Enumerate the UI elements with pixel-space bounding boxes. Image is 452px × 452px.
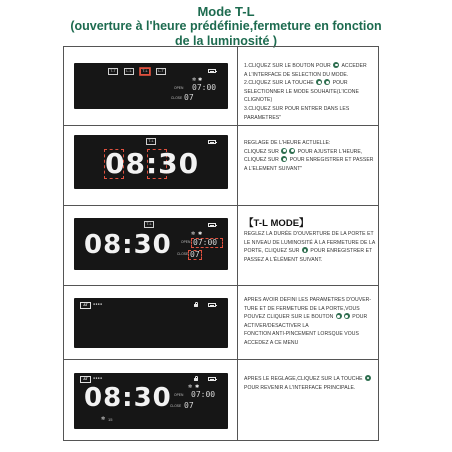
mode-tl-icon: T-L	[144, 221, 154, 228]
close-time: 07	[190, 250, 200, 259]
description-text	[244, 375, 372, 392]
close-label: CLOSE	[177, 252, 189, 256]
moon-icon: ✱	[195, 384, 200, 390]
page-header	[0, 4, 452, 49]
mode-ll-icon: L-L	[124, 68, 134, 75]
desc-line: ACTIVER/DESACTIVER LA	[244, 322, 309, 329]
desc-line: POUR AJUSTER L'HEURE,	[297, 148, 363, 155]
table-row	[64, 359, 378, 441]
light-value: 15	[108, 417, 113, 422]
moon-icon: ✱	[198, 231, 203, 237]
table-row	[64, 125, 378, 206]
desc-line: REGLAGE DE L'HEURE ACTUELLE:	[244, 140, 331, 146]
instruction-table	[63, 46, 379, 441]
up-button-icon	[316, 79, 322, 85]
battery-icon	[208, 140, 216, 144]
display-cell	[64, 126, 238, 206]
round-button-icon	[365, 375, 371, 381]
desc-line: APRES AVOIR DEFINI LES PARAMETRES D'OUVER-	[244, 297, 372, 303]
display-screen-anti-pinch	[74, 298, 228, 348]
display-cell	[64, 286, 238, 360]
down-button-icon	[344, 313, 350, 319]
up-button-icon	[281, 148, 287, 154]
description-cell	[244, 126, 376, 206]
display-screen-tl-mode	[74, 218, 228, 270]
desc-line: FONCTION ANTI-PINCEMENT LORSQUE VOUS	[244, 331, 359, 338]
battery-icon	[208, 223, 216, 227]
open-label: OPEN	[181, 240, 191, 244]
open-label: OPEN	[174, 86, 184, 90]
desc-line: POUR REVENIR A L'INTERFACE PRINCIPALE.	[244, 384, 356, 391]
up-button-icon	[336, 313, 342, 319]
desc-line: POUR ENREGISTRER ET	[310, 248, 373, 255]
table-row	[64, 205, 378, 286]
battery-icon	[208, 377, 216, 381]
close-time: 07	[184, 401, 194, 410]
page-title: Mode T-L	[197, 4, 255, 19]
desc-line: CLIQUEZ SUR	[244, 148, 279, 155]
anti-pinch-icon: AT	[80, 302, 91, 309]
battery-icon	[208, 69, 216, 73]
desc-line: ACCEDER	[341, 63, 367, 69]
moon-icon: ✱	[198, 77, 203, 83]
open-time: 07:00	[192, 83, 217, 92]
lock-icon	[194, 378, 198, 381]
clock-time: 08:30	[105, 147, 200, 180]
round-button-icon	[302, 247, 308, 253]
display-screen-time-set	[74, 135, 228, 189]
desc-line: REGLEZ LA DURÉE D'OUVERTURE DE LA PORTE ET	[244, 231, 374, 237]
close-label: CLOSE	[171, 96, 183, 100]
desc-line: POUR ENREGISTRER ET PASSER	[289, 157, 374, 164]
display-cell	[64, 47, 238, 125]
sun-icon: ✲	[191, 231, 196, 237]
desc-line: PORTE, CLIQUEZ SUR	[244, 248, 300, 255]
anti-pinch-icon: AT	[80, 376, 91, 383]
mode-tt-icon: T-T	[108, 68, 118, 75]
description-cell	[244, 360, 376, 441]
desc-line: A L'ELEMENT SUIVANT"	[244, 165, 303, 172]
open-time: 07:00	[193, 238, 218, 247]
desc-line: PARAMETRES"	[244, 114, 282, 121]
mode-lt-icon: L-T	[156, 68, 166, 75]
description-cell	[244, 286, 376, 360]
round-button-icon	[333, 62, 339, 68]
desc-line: POUR	[352, 314, 368, 321]
signal-dots: ●●●●	[93, 376, 103, 380]
clock-time: 08:30	[84, 383, 172, 413]
description-cell	[244, 47, 376, 125]
desc-line: A L'INTERFACE DE SELECTION DU MODE.	[244, 71, 349, 78]
display-cell	[64, 360, 238, 441]
mode-tl-icon: T-L	[146, 138, 156, 145]
open-time: 07:00	[191, 390, 216, 399]
description-cell	[244, 206, 376, 286]
clock-time: 08:30	[84, 230, 172, 260]
round-button-icon	[281, 156, 287, 162]
battery-icon	[208, 303, 216, 307]
light-level-icon: ✲	[101, 416, 106, 422]
desc-line: TURE ET DE FERMETURE DE LA PORTE,VOUS	[244, 305, 360, 312]
desc-line: PASSEZ A L'ÉLÉMENT SUIVANT.	[244, 256, 323, 263]
display-screen-mode-select	[74, 63, 228, 109]
desc-line: 1.CLIQUEZ SUR LE BOUTON POUR	[244, 63, 331, 69]
lock-icon	[194, 304, 198, 307]
sun-icon: ✲	[192, 77, 197, 83]
signal-dots: ●●●●	[93, 302, 103, 306]
desc-line: CLIGNOTE)	[244, 97, 273, 104]
display-screen-main	[74, 373, 228, 429]
desc-line: CLIQUEZ SUR	[244, 157, 279, 164]
description-text	[244, 139, 374, 173]
desc-line: SELECTIONNER LE MODE SOUHAITE(L'ICONE	[244, 88, 359, 95]
table-row	[64, 285, 378, 360]
sun-icon: ✲	[188, 384, 193, 390]
desc-line: POUR	[332, 80, 348, 87]
section-title: 【T-L MODE】	[244, 218, 309, 229]
desc-line: ACCEDEZ A CE MENU	[244, 339, 299, 346]
desc-line: LE NIVEAU DE LUMINOSITÉ À LA FERMETURE DE LA	[244, 239, 376, 246]
desc-line: APRES LE REGLAGE,CLIQUEZ SUR LA TOUCHE	[244, 376, 363, 382]
page-subtitle-line2: de la luminosité )	[174, 34, 278, 48]
desc-line: POUVEZ CLIQUER SUR LE BOUTON	[244, 314, 334, 321]
description-text	[244, 62, 367, 122]
description-text	[244, 218, 375, 264]
close-time: 07	[184, 93, 194, 102]
description-text	[244, 296, 371, 348]
desc-line: 2.CLIQUEZ SUR LA TOUCHE	[244, 80, 314, 87]
page-subtitle-line1: (ouverture à l'heure prédéfinie,fermeture en fonction	[70, 19, 382, 33]
open-label: OPEN	[174, 393, 184, 397]
display-cell	[64, 206, 238, 286]
close-label: CLOSE	[170, 404, 182, 408]
down-button-icon	[324, 79, 330, 85]
table-row	[64, 47, 378, 125]
down-button-icon	[289, 148, 295, 154]
desc-line: 3.CLIQUEZ SUR POUR ENTRER DANS LES	[244, 105, 350, 112]
mode-tl-icon: T-L	[140, 68, 150, 75]
